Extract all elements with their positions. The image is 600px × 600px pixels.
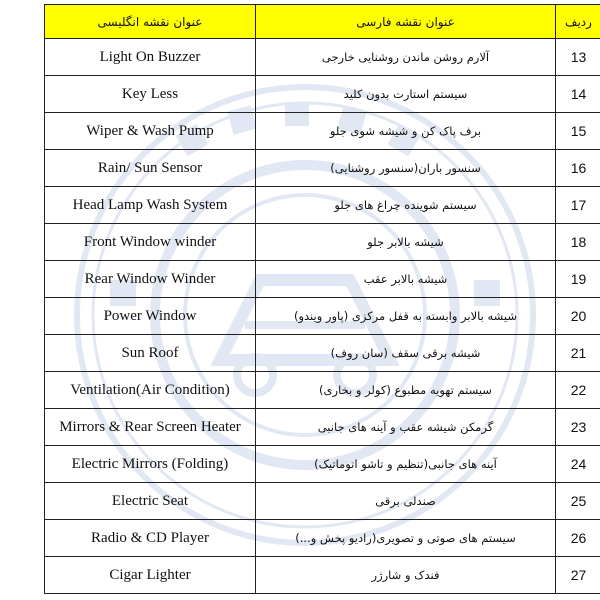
english-name-cell: Radio & CD Player	[45, 520, 256, 557]
persian-name-cell: سیستم استارت بدون کلید	[256, 76, 556, 113]
row-number-cell: 22	[556, 372, 600, 409]
persian-name-cell: شیشه برقی سقف (سان روف)	[256, 335, 556, 372]
english-name-cell: Rear Window Winder	[45, 261, 256, 298]
wiring-diagram-table	[44, 4, 600, 594]
table-header-row	[45, 5, 600, 39]
table-row	[45, 150, 600, 187]
row-number-cell: 19	[556, 261, 600, 298]
english-name-cell: Electric Seat	[45, 483, 256, 520]
english-name-cell: Cigar Lighter	[45, 557, 256, 594]
table-row	[45, 557, 600, 594]
persian-name-cell: گرمکن شیشه عقب و آینه های جانبی	[256, 409, 556, 446]
row-number-cell: 23	[556, 409, 600, 446]
row-number-cell: 13	[556, 39, 600, 76]
english-name-cell: Head Lamp Wash System	[45, 187, 256, 224]
table-row	[45, 261, 600, 298]
table-row	[45, 483, 600, 520]
persian-name-cell: سیستم تهویه مطبوع (کولر و بخاری)	[256, 372, 556, 409]
persian-name-cell: صندلی برقی	[256, 483, 556, 520]
persian-name-cell: سیستم شوینده چراغ های جلو	[256, 187, 556, 224]
english-name-cell: Front Window winder	[45, 224, 256, 261]
table-row	[45, 298, 600, 335]
english-name-cell: Rain/ Sun Sensor	[45, 150, 256, 187]
table-row	[45, 372, 600, 409]
persian-name-cell: شیشه بالابر عقب	[256, 261, 556, 298]
row-number-cell: 21	[556, 335, 600, 372]
header-persian-name: عنوان نقشه فارسی	[256, 5, 556, 39]
row-number-cell: 18	[556, 224, 600, 261]
row-number-cell: 16	[556, 150, 600, 187]
english-name-cell: Electric Mirrors (Folding)	[45, 446, 256, 483]
table-row	[45, 113, 600, 150]
row-number-cell: 25	[556, 483, 600, 520]
persian-name-cell: آینه های جانبی(تنظیم و تاشو اتوماتیک)	[256, 446, 556, 483]
persian-name-cell: شیشه بالابر جلو	[256, 224, 556, 261]
table-row	[45, 446, 600, 483]
persian-name-cell: شیشه بالابر وابسته به قفل مرکزی (پاور ویندو)	[256, 298, 556, 335]
table-row	[45, 335, 600, 372]
persian-name-cell: آلارم روشن ماندن روشنایی خارجی	[256, 39, 556, 76]
table-row	[45, 409, 600, 446]
table-row	[45, 76, 600, 113]
row-number-cell: 20	[556, 298, 600, 335]
table-row	[45, 187, 600, 224]
persian-name-cell: سنسور باران(سنسور روشنایی)	[256, 150, 556, 187]
table-row	[45, 224, 600, 261]
table-row	[45, 520, 600, 557]
row-number-cell: 17	[556, 187, 600, 224]
persian-name-cell: فندک و شارژر	[256, 557, 556, 594]
header-english-name: عنوان نقشه انگلیسی	[45, 5, 256, 39]
table-row	[45, 39, 600, 76]
english-name-cell: Key Less	[45, 76, 256, 113]
english-name-cell: Power Window	[45, 298, 256, 335]
header-row-number: ردیف	[556, 5, 600, 39]
english-name-cell: Sun Roof	[45, 335, 256, 372]
row-number-cell: 24	[556, 446, 600, 483]
english-name-cell: Wiper & Wash Pump	[45, 113, 256, 150]
row-number-cell: 26	[556, 520, 600, 557]
row-number-cell: 27	[556, 557, 600, 594]
persian-name-cell: سیستم های صوتی و تصویری(رادیو پخش و...)	[256, 520, 556, 557]
english-name-cell: Mirrors & Rear Screen Heater	[45, 409, 256, 446]
english-name-cell: Light On Buzzer	[45, 39, 256, 76]
row-number-cell: 15	[556, 113, 600, 150]
english-name-cell: Ventilation(Air Condition)	[45, 372, 256, 409]
row-number-cell: 14	[556, 76, 600, 113]
persian-name-cell: برف پاک کن و شیشه شوی جلو	[256, 113, 556, 150]
